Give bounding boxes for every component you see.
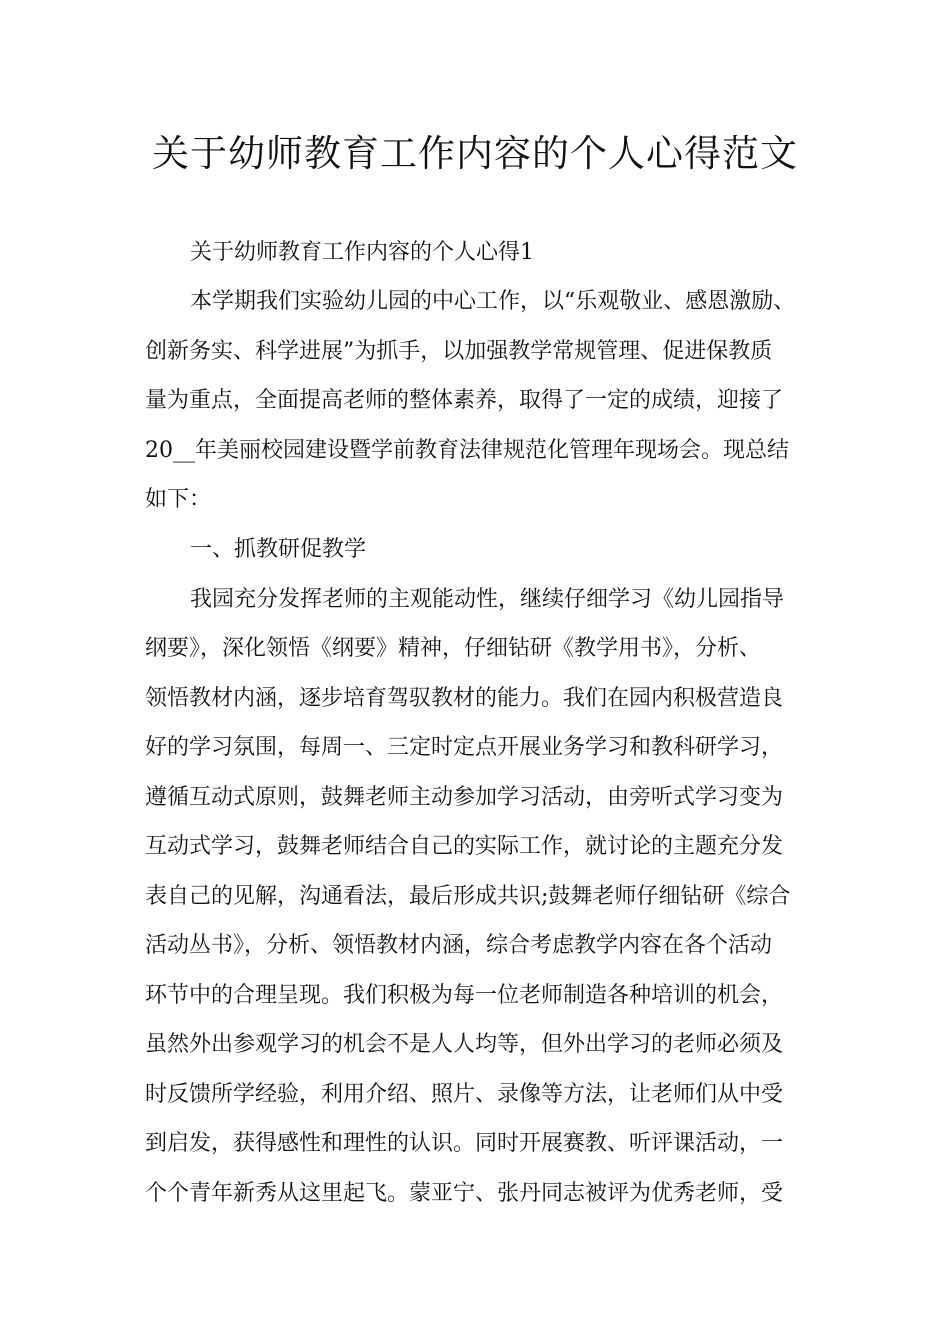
paragraph-line: 活动丛书》，分析、领悟教材内涵，综合考虑教学内容在各个活动 xyxy=(145,933,773,958)
document-title: 关于幼师教育工作内容的个人心得范文 xyxy=(152,132,798,175)
paragraph-line: 互动式学习，鼓舞老师结合自己的实际工作，就讨论的主题充分发 xyxy=(145,834,784,859)
paragraph-line: 纲要》，深化领悟《纲要》精神，仔细钻研《教学用书》，分析、 xyxy=(145,636,762,661)
paragraph-line: 我园充分发挥老师的主观能动性，继续仔细学习《幼儿园指导 xyxy=(190,587,785,612)
paragraph-line: 本学期我们实验幼儿园的中心工作，以“乐观敬业、感恩激励、 xyxy=(190,289,796,314)
paragraph-line: 好的学习氛围，每周一、三定时定点开展业务学习和教科研学习， xyxy=(145,735,784,760)
paragraph-line: 量为重点，全面提高老师的整体素养，取得了一定的成绩，迎接了 xyxy=(145,388,784,413)
paragraph-line: 表自己的见解，沟通看法，最后形成共识;鼓舞老师仔细钻研《综合 xyxy=(145,884,791,909)
section-heading: 关于幼师教育工作内容的个人心得1 xyxy=(190,240,534,265)
paragraph-line: 创新务实、科学进展”为抓手，以加强教学常规管理、促进保教质 xyxy=(145,339,773,364)
section-heading: 一、抓教研促教学 xyxy=(190,537,367,562)
paragraph-line: 20__年美丽校园建设暨学前教育法律规范化管理年现场会。现总结 xyxy=(145,438,789,463)
paragraph-line: 时反馈所学经验，利用介绍、照片、录像等方法，让老师们从中受 xyxy=(145,1082,784,1107)
paragraph-line: 遵循互动式原则，鼓舞老师主动参加学习活动，由旁听式学习变为 xyxy=(145,785,784,810)
paragraph-line: 个个青年新秀从这里起飞。蒙亚宁、张丹同志被评为优秀老师，受 xyxy=(145,1181,784,1206)
paragraph-line: 环节中的合理呈现。我们积极为每一位老师制造各种培训的机会， xyxy=(145,983,784,1008)
paragraph-line: 到启发，获得感性和理性的认识。同时开展赛教、听评课活动，一 xyxy=(145,1131,784,1156)
paragraph-line: 虽然外出参观学习的机会不是人人均等，但外出学习的老师必须及 xyxy=(145,1032,784,1057)
paragraph-line: 如下： xyxy=(145,487,212,512)
paragraph-line: 领悟教材内涵，逐步培育驾驭教材的能力。我们在园内积极营造良 xyxy=(145,686,784,711)
